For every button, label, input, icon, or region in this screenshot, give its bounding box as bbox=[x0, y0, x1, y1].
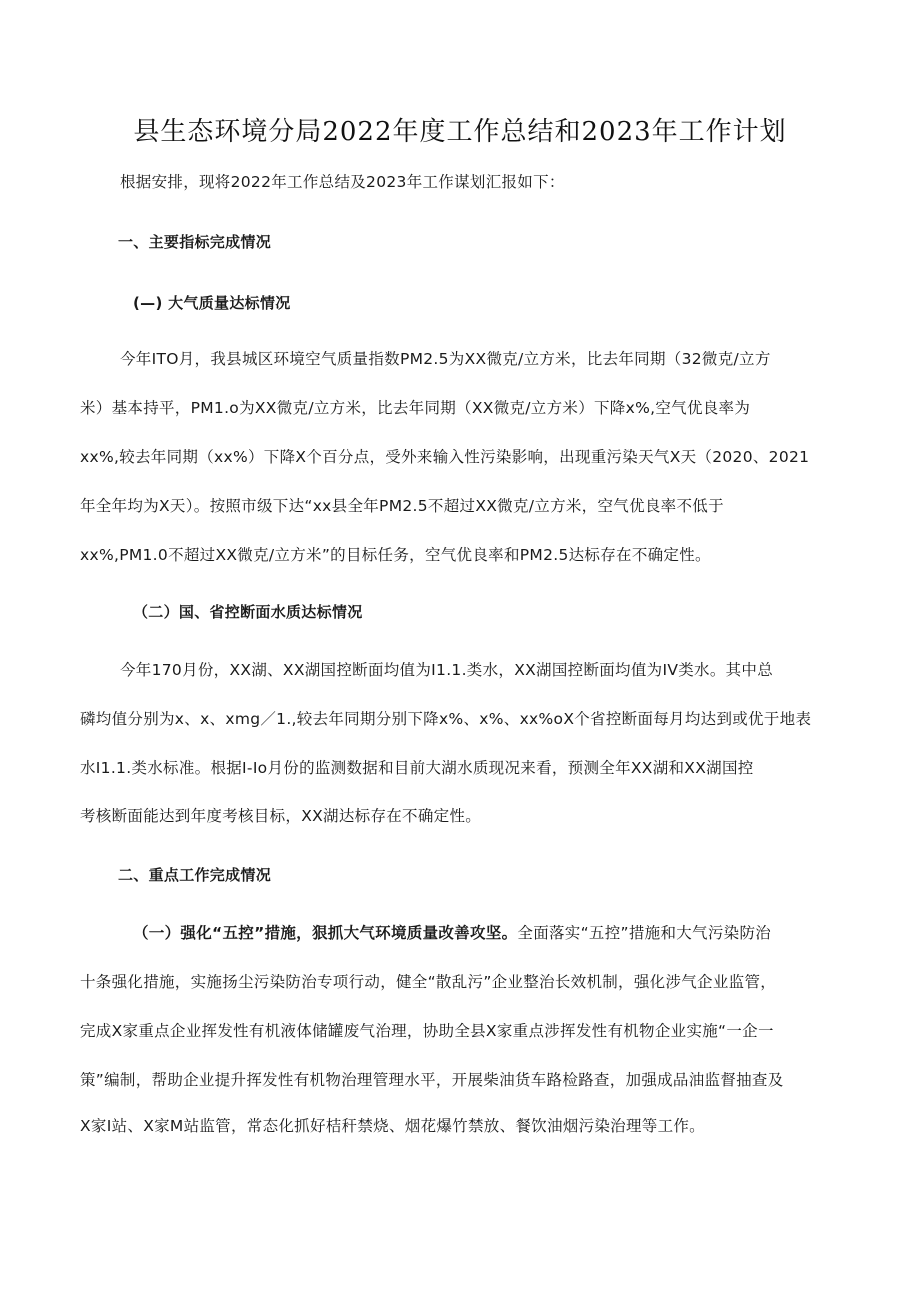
paragraph-line: 磷均值分别为x、x、xmg／1.,较去年同期分别下降x%、x%、xx%oX个省控断面每月均达到或优于地表 bbox=[80, 710, 812, 728]
section-heading-2: 二、重点工作完成情况 bbox=[118, 866, 272, 884]
paragraph-line: 策”编制，帮助企业提升挥发性有机物治理管理水平，开展柴油货车路检路查，加强成品油监督抽查及 bbox=[80, 1071, 784, 1089]
subsection-heading-1-2: （二）国、省控断面水质达标情况 bbox=[133, 603, 363, 621]
paragraph-line: 考核断面能达到年度考核目标，XX湖达标存在不确定性。 bbox=[80, 807, 482, 825]
section-heading-1: 一、主要指标完成情况 bbox=[118, 233, 272, 251]
paragraph-line: 十条强化措施，实施扬尘污染防治专项行动，健全“散乱污”企业整治长效机制，强化涉气企业监管， bbox=[80, 973, 777, 991]
bold-lead-text: （一）强化“五控”措施，狠抓大气环境质量改善攻坚。 bbox=[133, 924, 518, 942]
paragraph-line: 米）基本持平，PM1.o为XX微克/立方米，比去年同期（XX微克/立方米）下降x%,空气优良率为 bbox=[80, 399, 751, 417]
paragraph-line: xx%,较去年同期（xx%）下降X个百分点，受外来输入性污染影响，出现重污染天气X天（2020、2021 bbox=[80, 448, 810, 466]
paragraph-line: 水I1.1.类水标准。根据I-Io月份的监测数据和目前大湖水质现况来看，预测全年XX湖和XX湖国控 bbox=[80, 759, 754, 777]
paragraph-line: 完成X家重点企业挥发性有机液体储罐废气治理，协助全县X家重点涉挥发性有机物企业实施“一企一 bbox=[80, 1022, 774, 1040]
paragraph-line: 今年ITO月，我县城区环境空气质量指数PM2.5为XX微克/立方米，比去年同期（32微克/立方 bbox=[120, 350, 771, 368]
paragraph-line: 年全年均为X天）。按照市级下达“xx县全年PM2.5不超过XX微克/立方米，空气优良率不低于 bbox=[80, 497, 724, 515]
paragraph-line: 今年170月份，XX湖、XX湖国控断面均值为I1.1.类水，XX湖国控断面均值为IV类水。其中总 bbox=[120, 661, 774, 679]
paragraph-line: X家I站、X家M站监管，常态化抓好桔秆禁烧、烟花爆竹禁放、餐饮油烟污染治理等工作。 bbox=[80, 1117, 705, 1135]
paragraph-first-line bbox=[133, 923, 771, 943]
document-title: 县生态环境分局2022年度工作总结和2023年工作计划 bbox=[133, 117, 787, 147]
lead-rest-text: 全面落实“五控”措施和大气污染防治 bbox=[517, 924, 772, 942]
paragraph-line: xx%,PM1.0不超过XX微克/立方米”的目标任务，空气优良率和PM2.5达标存在不确定性。 bbox=[80, 546, 711, 564]
intro-paragraph: 根据安排，现将2022年工作总结及2023年工作谋划汇报如下： bbox=[120, 173, 565, 191]
subsection-heading-1-1: (—) 大气质量达标情况 bbox=[133, 294, 291, 312]
